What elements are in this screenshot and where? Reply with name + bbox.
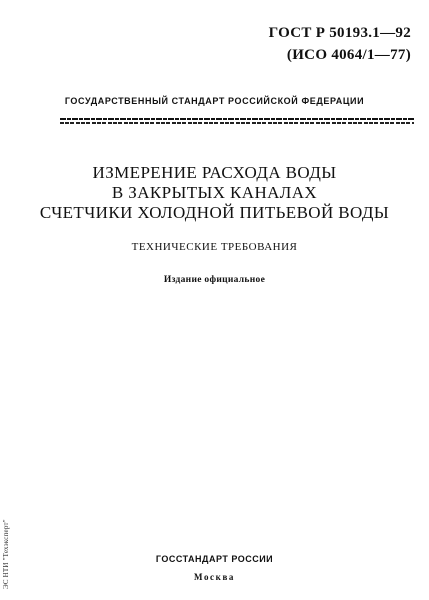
standard-designation bbox=[269, 22, 411, 66]
title-line-2: В ЗАКРЫТЫХ КАНАЛАХ bbox=[111, 183, 318, 202]
decorative-double-rule bbox=[60, 118, 414, 126]
document-subtitle: ТЕХНИЧЕСКИЕ ТРЕБОВАНИЯ bbox=[131, 241, 298, 253]
watermark-text: ЭС НТИ "Техэксперт" bbox=[2, 519, 10, 589]
standard-number: ГОСТ Р 50193.1—92 bbox=[268, 25, 411, 41]
publisher-name: ГОССТАНДАРТ РОССИИ bbox=[155, 554, 274, 564]
document-header: ГОСУДАРСТВЕННЫЙ СТАНДАРТ РОССИЙСКОЙ ФЕДЕРАЦИИ bbox=[64, 96, 365, 106]
title-line-1: ИЗМЕРЕНИЕ РАСХОДА ВОДЫ bbox=[92, 163, 337, 182]
rule-line-bottom bbox=[60, 122, 414, 124]
publication-city: Москва bbox=[193, 572, 236, 582]
edition-label: Издание официальное bbox=[163, 275, 266, 285]
iso-reference: (ИСО 4064/1—77) bbox=[286, 47, 411, 63]
rule-line-top bbox=[60, 118, 414, 120]
title-line-3: СЧЕТЧИКИ ХОЛОДНОЙ ПИТЬЕВОЙ ВОДЫ bbox=[39, 203, 390, 222]
document-title bbox=[0, 163, 429, 223]
